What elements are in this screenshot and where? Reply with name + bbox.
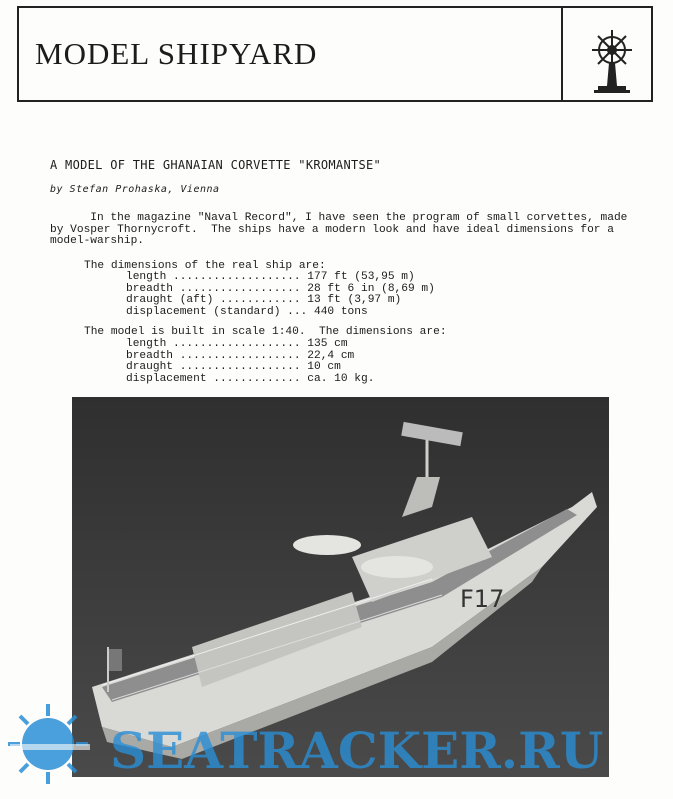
article-title: A MODEL OF THE GHANAIAN CORVETTE "KROMANTSE"	[50, 158, 382, 172]
real-ship-heading: The dimensions of the real ship are:	[84, 260, 326, 272]
ship-wheel-icon	[582, 26, 642, 96]
header-box	[17, 6, 653, 102]
page-title: MODEL SHIPYARD	[35, 36, 318, 71]
real-ship-dimensions	[126, 272, 435, 318]
sun-icon	[8, 704, 90, 784]
intro-paragraph: In the magazine "Naval Record", I have seen the program of small corvettes, made by Vosper Thornycroft. The ships have a modern look and have ideal dimensions for a model-warship.	[50, 212, 628, 248]
list-item: displacement ............. ca. 10 kg.	[126, 372, 375, 385]
model-dimensions	[126, 339, 374, 385]
list-item: length ................... 135 cm	[126, 338, 348, 350]
header-divider	[561, 8, 563, 100]
list-item: displacement (standard) ... 440 tons	[126, 305, 368, 318]
hull-number: F17	[460, 585, 505, 613]
list-item: draught .................. 10 cm	[126, 361, 341, 374]
list-item: draught (aft) ............ 13 ft (3,97 m)	[126, 294, 402, 307]
list-item: length ................... 177 ft (53,95 m)	[126, 271, 415, 283]
watermark	[0, 700, 673, 799]
list-item: breadth .................. 22,4 cm	[126, 349, 355, 362]
model-heading: The model is built in scale 1:40. The dimensions are:	[84, 326, 447, 338]
list-item: breadth .................. 28 ft 6 in (8,69 m)	[126, 282, 435, 295]
watermark-text: SEATRACKER.RU	[110, 721, 604, 780]
byline: by Stefan Prohaska, Vienna	[50, 184, 220, 195]
